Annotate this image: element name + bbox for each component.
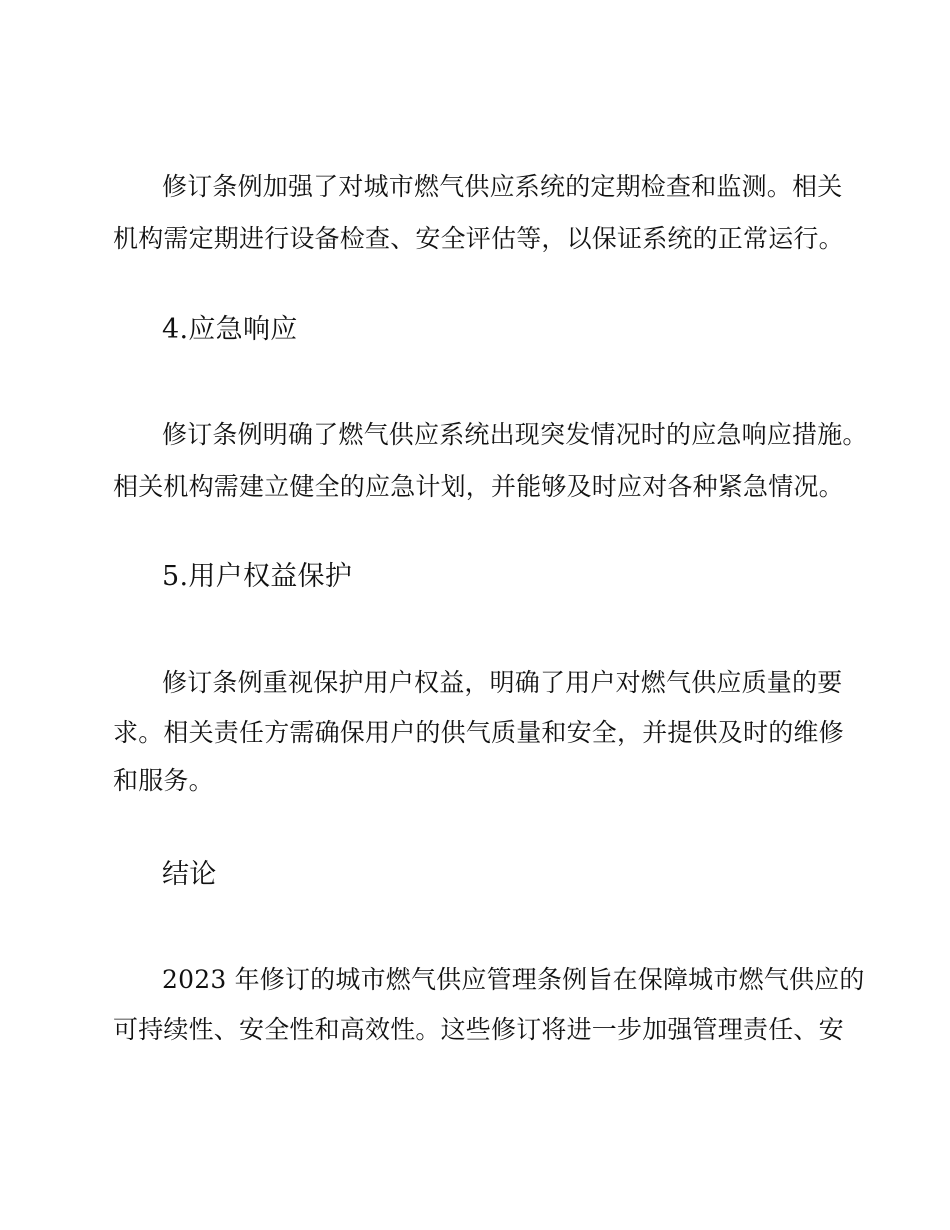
paragraph-conclusion-line-2: 可持续性、安全性和高效性。这些修订将进一步加强管理责任、安 [113,1015,844,1044]
heading-emergency-response: 4.应急响应 [162,314,298,345]
paragraph-inspection-line-2: 机构需定期进行设备检查、安全评估等，以保证系统的正常运行。 [113,224,844,253]
paragraph-user-rights-line-1: 修订条例重视保护用户权益，明确了用户对燃气供应质量的要 [162,668,843,697]
paragraph-inspection-line-1: 修订条例加强了对城市燃气供应系统的定期检查和监测。相关 [162,172,843,201]
paragraph-user-rights-line-3: 和服务。 [113,766,214,795]
paragraph-conclusion-line-1: 2023 年修订的城市燃气供应管理条例旨在保障城市燃气供应的 [162,965,865,994]
heading-conclusion: 结论 [162,859,217,890]
heading-user-rights: 5.用户权益保护 [162,561,353,592]
paragraph-user-rights-line-2: 求。相关责任方需确保用户的供气质量和安全，并提供及时的维修 [113,718,844,747]
paragraph-emergency-line-2: 相关机构需建立健全的应急计划，并能够及时应对各种紧急情况。 [113,472,844,501]
paragraph-emergency-line-1: 修订条例明确了燃气供应系统出现突发情况时的应急响应措施。 [162,420,868,449]
